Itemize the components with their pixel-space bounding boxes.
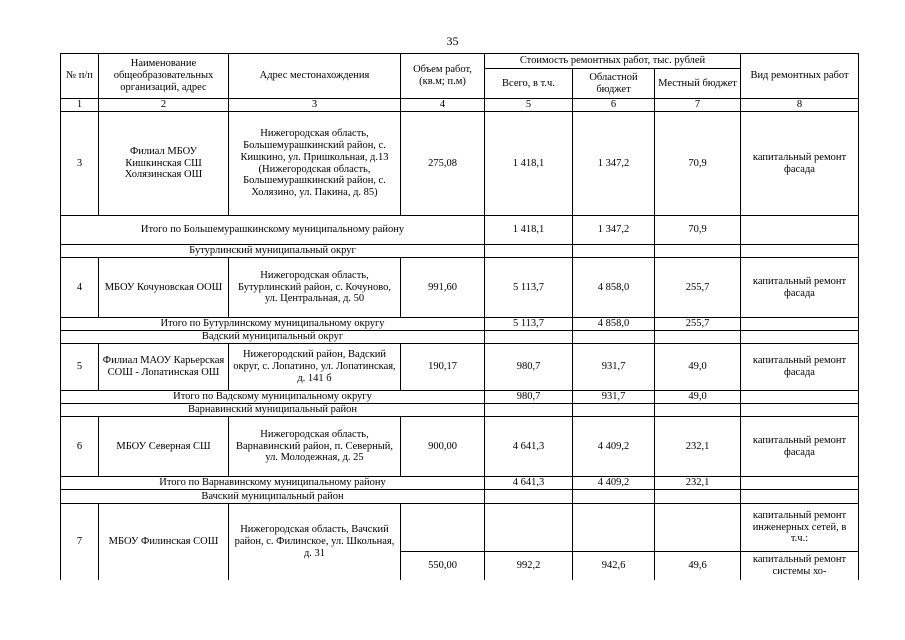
subtotal-local: 49,0 bbox=[655, 391, 741, 404]
org-name: Филиал МАОУ Карьерская СОШ - Лопатинская ОШ bbox=[99, 344, 229, 391]
subtotal-label: Итого по Бутурлинскому муниципальному округу bbox=[61, 318, 485, 331]
work-type: капитальный ремонт инженерных сетей, в т.ч.: bbox=[741, 504, 859, 552]
header-col-address: Адрес местонахождения bbox=[229, 54, 401, 99]
org-name: МБОУ Кочуновская ООШ bbox=[99, 258, 229, 318]
index-cell: 3 bbox=[229, 99, 401, 112]
cost-total: 992,2 bbox=[485, 552, 573, 580]
work-volume: 190,17 bbox=[401, 344, 485, 391]
cost-regional: 4 858,0 bbox=[573, 258, 655, 318]
header-col-type: Вид ремонтных работ bbox=[741, 54, 859, 99]
work-volume: 275,08 bbox=[401, 112, 485, 216]
section-row bbox=[61, 404, 859, 417]
header-col-regional: Областной бюджет bbox=[573, 69, 655, 99]
cost-regional: 1 347,2 bbox=[573, 112, 655, 216]
subtotal-regional: 931,7 bbox=[573, 391, 655, 404]
cost-local: 70,9 bbox=[655, 112, 741, 216]
subtotal-local: 232,1 bbox=[655, 477, 741, 490]
section-empty bbox=[485, 490, 573, 504]
subtotal-row bbox=[61, 216, 859, 245]
header-index-row bbox=[61, 99, 859, 112]
cost-local: 49,6 bbox=[655, 552, 741, 580]
cost-local: 49,0 bbox=[655, 344, 741, 391]
org-address: Нижегородская область, Большемурашкинский район, с. Кишкино, ул. Пришкольная, д.13 (Нижегородская область, Большемурашкинский район, с. Холязино, ул. Пакина, д. 85) bbox=[229, 112, 401, 216]
header-col-local: Местный бюджет bbox=[655, 69, 741, 99]
cost-regional: 4 409,2 bbox=[573, 417, 655, 477]
cost-total: 4 641,3 bbox=[485, 417, 573, 477]
work-volume: 550,00 bbox=[401, 552, 485, 580]
subtotal-total: 1 418,1 bbox=[485, 216, 573, 245]
section-empty bbox=[655, 245, 741, 258]
index-cell: 2 bbox=[99, 99, 229, 112]
header-col-volume: Объем работ, (кв.м; п.м) bbox=[401, 54, 485, 99]
work-type: капитальный ремонт фасада bbox=[741, 417, 859, 477]
table-row bbox=[61, 112, 859, 216]
section-empty bbox=[655, 404, 741, 417]
subtotal-label: Итого по Большемурашкинскому муниципальному району bbox=[61, 216, 485, 245]
org-address: Нижегородская область, Вачский район, с. Филинское, ул. Школьная, д. 31 bbox=[229, 504, 401, 580]
cost-local: 232,1 bbox=[655, 417, 741, 477]
page-number: 35 bbox=[446, 34, 459, 48]
section-row bbox=[61, 490, 859, 504]
subtotal-row bbox=[61, 477, 859, 490]
org-address: Нижегородская область, Варнавинский район, п. Северный, ул. Молодежная, д. 25 bbox=[229, 417, 401, 477]
table-row bbox=[61, 417, 859, 477]
section-row bbox=[61, 245, 859, 258]
subtotal-row bbox=[61, 318, 859, 331]
cost-local: 255,7 bbox=[655, 258, 741, 318]
header-col-total: Всего, в т.ч. bbox=[485, 69, 573, 99]
row-number: 5 bbox=[61, 344, 99, 391]
cost-total: 1 418,1 bbox=[485, 112, 573, 216]
work-volume-empty bbox=[401, 504, 485, 552]
table-row bbox=[61, 258, 859, 318]
section-row bbox=[61, 331, 859, 344]
row-number: 4 bbox=[61, 258, 99, 318]
subtotal-label: Итого по Вадскому муниципальному округу bbox=[61, 391, 485, 404]
header-cost-group: Стоимость ремонтных работ, тыс. рублей bbox=[485, 54, 741, 69]
subtotal-empty bbox=[741, 318, 859, 331]
subtotal-empty bbox=[741, 477, 859, 490]
subtotal-local: 70,9 bbox=[655, 216, 741, 245]
subtotal-regional: 1 347,2 bbox=[573, 216, 655, 245]
subtotal-total: 5 113,7 bbox=[485, 318, 573, 331]
index-cell: 8 bbox=[741, 99, 859, 112]
index-cell: 7 bbox=[655, 99, 741, 112]
org-address: Нижегородский район, Вадский округ, с. Лопатино, ул. Лопатинская, д. 141 б bbox=[229, 344, 401, 391]
cost-regional: 931,7 bbox=[573, 344, 655, 391]
subtotal-regional: 4 858,0 bbox=[573, 318, 655, 331]
org-address: Нижегородская область, Бутурлинский район, с. Кочуново, ул. Центральная, д. 50 bbox=[229, 258, 401, 318]
section-empty bbox=[485, 331, 573, 344]
subtotal-total: 980,7 bbox=[485, 391, 573, 404]
subtotal-empty bbox=[741, 216, 859, 245]
cost-regional: 942,6 bbox=[573, 552, 655, 580]
work-type: капитальный ремонт системы хо- bbox=[741, 552, 859, 580]
cost-total: 5 113,7 bbox=[485, 258, 573, 318]
section-empty bbox=[573, 331, 655, 344]
section-empty bbox=[485, 404, 573, 417]
subtotal-label: Итого по Варнавинскому муниципальному району bbox=[61, 477, 485, 490]
subtotal-row bbox=[61, 391, 859, 404]
org-name: МБОУ Северная СШ bbox=[99, 417, 229, 477]
repair-works-table bbox=[60, 53, 859, 580]
section-empty bbox=[573, 245, 655, 258]
section-empty bbox=[741, 404, 859, 417]
subtotal-local: 255,7 bbox=[655, 318, 741, 331]
org-name: МБОУ Филинская СОШ bbox=[99, 504, 229, 580]
row-number: 6 bbox=[61, 417, 99, 477]
cost-local-empty bbox=[655, 504, 741, 552]
subtotal-empty bbox=[741, 391, 859, 404]
header-col-name: Наименование общеобразовательных организаций, адрес bbox=[99, 54, 229, 99]
org-name: Филиал МБОУ Кишкинская СШ Холязинская ОШ bbox=[99, 112, 229, 216]
work-volume: 991,60 bbox=[401, 258, 485, 318]
section-label: Вачский муниципальный район bbox=[61, 490, 485, 504]
row-number: 3 bbox=[61, 112, 99, 216]
section-label: Бутурлинский муниципальный округ bbox=[61, 245, 485, 258]
section-empty bbox=[573, 404, 655, 417]
subtotal-regional: 4 409,2 bbox=[573, 477, 655, 490]
cost-regional-empty bbox=[573, 504, 655, 552]
table-row bbox=[61, 344, 859, 391]
cost-total-empty bbox=[485, 504, 573, 552]
header-row-1 bbox=[61, 54, 859, 69]
work-type: капитальный ремонт фасада bbox=[741, 344, 859, 391]
section-empty bbox=[741, 331, 859, 344]
index-cell: 6 bbox=[573, 99, 655, 112]
header-col-num: № п/п bbox=[61, 54, 99, 99]
section-label: Вадский муниципальный округ bbox=[61, 331, 485, 344]
work-type: капитальный ремонт фасада bbox=[741, 112, 859, 216]
work-type: капитальный ремонт фасада bbox=[741, 258, 859, 318]
subtotal-total: 4 641,3 bbox=[485, 477, 573, 490]
section-empty bbox=[655, 490, 741, 504]
cost-total: 980,7 bbox=[485, 344, 573, 391]
row-number: 7 bbox=[61, 504, 99, 580]
index-cell: 1 bbox=[61, 99, 99, 112]
work-volume: 900,00 bbox=[401, 417, 485, 477]
section-empty bbox=[573, 490, 655, 504]
section-empty bbox=[655, 331, 741, 344]
section-empty bbox=[741, 490, 859, 504]
section-empty bbox=[741, 245, 859, 258]
index-cell: 5 bbox=[485, 99, 573, 112]
index-cell: 4 bbox=[401, 99, 485, 112]
table-row bbox=[61, 504, 859, 552]
section-label: Варнавинский муниципальный район bbox=[61, 404, 485, 417]
section-empty bbox=[485, 245, 573, 258]
